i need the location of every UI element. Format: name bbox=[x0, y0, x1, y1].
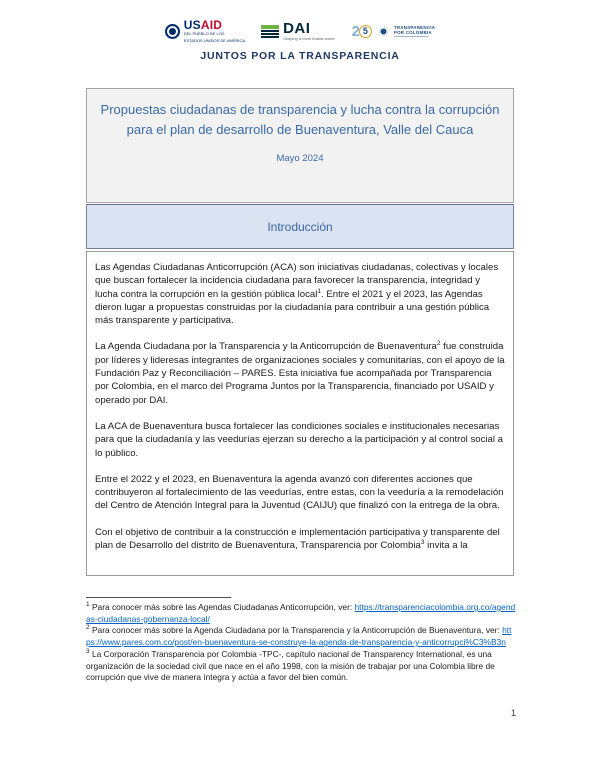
tpc-sub-rule bbox=[394, 36, 428, 37]
footnote-1-marker: 1 bbox=[86, 601, 90, 609]
footnote-1-link[interactable]: https://transparenciacolombia.org.co/agendas-ciudadanas-gobernanza-local/ bbox=[86, 602, 516, 624]
title-box bbox=[86, 88, 514, 203]
footnote-2-marker: 2 bbox=[86, 624, 90, 632]
dai-wordmark bbox=[283, 21, 335, 41]
paragraph-5-text-a: Con el objetivo de contribuir a la construcción e implementación participativa y transparente del plan de Desarrollo del distrito de Buenaventura, Transparencia por Colombia bbox=[95, 526, 500, 552]
footnote-separator bbox=[86, 597, 231, 598]
page-number: 1 bbox=[510, 708, 516, 718]
paragraph-5-text-b: invita a la bbox=[424, 540, 468, 552]
footnote-3-text: La Corporación Transparencia por Colombia -TPC-, capítulo nacional de Transparency International, es una organización de la sociedad civil que nace en el año 1998, con la misión de trabajar por una Colombia libre de corrupción que vive de manera íntegra y actúa a favor del bien común. bbox=[86, 648, 495, 683]
dai-tagline: Shaping a more livable world. bbox=[283, 36, 336, 41]
tpc-wordmark bbox=[394, 25, 435, 38]
tpc-globe-icon bbox=[379, 27, 388, 36]
program-banner: JUNTOS POR LA TRANSPARENCIA bbox=[200, 50, 400, 62]
tpc-name-line2: POR COLOMBIA bbox=[393, 29, 432, 35]
document-date: Mayo 2024 bbox=[276, 153, 324, 164]
usaid-name-us: US bbox=[183, 17, 201, 32]
paragraph-2 bbox=[95, 340, 505, 406]
transparencia-colombia-logo bbox=[352, 24, 436, 39]
dai-name: DAI bbox=[283, 20, 311, 37]
tpc-25-anniversary bbox=[352, 24, 372, 39]
tpc-anniversary-digit-5: 5 bbox=[359, 25, 372, 38]
footnote-2 bbox=[86, 625, 516, 648]
footnote-1 bbox=[86, 602, 516, 625]
tpc-anniversary-digit-2: 2 bbox=[351, 22, 360, 40]
usaid-seal-icon bbox=[165, 24, 180, 39]
paragraph-4: Entre el 2022 y el 2023, en Buenaventura la agenda avanzó con diferentes acciones que contribuyeron al fortalecimiento de las veedurías, entre estas, con la veeduría a la remodelación del Centro de Atención Integral para la Juventud (CAIJU) que finalizó con la entrega de la obra. bbox=[95, 473, 504, 512]
tpc-name-line1: TRANSPARENCIA bbox=[393, 24, 436, 30]
usaid-name-aid: AID bbox=[200, 17, 223, 32]
footnote-ref-3: 3 bbox=[420, 538, 425, 546]
footnote-1-text: Para conocer más sobre las Agendas Ciudadanas Anticorrupción, ver: bbox=[89, 602, 355, 612]
paragraph-1-text-b: . Entre el 2021 y el 2023, las Agendas dieron lugar a propuestas construidas por la ciudadanía para contribuir a una gestión pública más transparente y participativa. bbox=[95, 288, 490, 327]
paragraph-2-text-b: fue construida por líderes y lideresas integrantes de organizaciones sociales y comunitarias, con el apoyo de la Fundación Paz y Reconciliación – PARES. Esta iniciativa fue acompañada por Transparencia por Colombia, en el marco del Programa Juntos por la Transparencia, financiado por USAID y operado por DAI. bbox=[95, 341, 505, 406]
document-title: Propuestas ciudadanas de transparencia y lucha contra la corrupción para el plan de desarrollo de Buenaventura, Valle del Cauca bbox=[100, 102, 500, 137]
usaid-name bbox=[184, 19, 245, 31]
content-column bbox=[86, 88, 514, 576]
footnote-3-marker: 3 bbox=[86, 648, 90, 656]
logo-bar bbox=[0, 0, 600, 46]
section-heading-box bbox=[86, 204, 514, 249]
paragraph-2-text-a: La Agenda Ciudadana por la Transparencia y la Anticorrupción de Buenaventura bbox=[95, 341, 437, 353]
paragraph-1-text-a: Las Agendas Ciudadanas Anticorrupción (ACA) son iniciativas ciudadanas, colectivas y locales que buscan fortalecer la incidencia ciudadana para favorecer la transparencia, integridad y lucha contra la corrupción en la gestión pública local bbox=[95, 262, 499, 300]
usaid-logo bbox=[165, 19, 245, 44]
body-text-box bbox=[86, 251, 514, 576]
usaid-tagline-line2: ESTADOS UNIDOS DE AMÉRICA bbox=[183, 37, 246, 43]
paragraph-5 bbox=[95, 526, 505, 553]
dai-logo bbox=[261, 21, 335, 41]
paragraph-3: La ACA de Buenaventura busca fortalecer las condiciones sociales e institucionales necesarias para que la ciudadanía y las veedurías ejerzan su derecho a la participación y al control social a lo público. bbox=[95, 420, 503, 459]
footnote-ref-2: 2 bbox=[436, 340, 441, 348]
footnotes-area bbox=[86, 597, 516, 684]
usaid-wordmark bbox=[184, 19, 245, 44]
paragraph-1 bbox=[95, 261, 505, 327]
footnote-2-link[interactable]: https://www.pares.com.co/post/en-buenaventura-se-construye-la-agenda-de-transparencia-y-anticorrupci%C3%B3n bbox=[86, 625, 512, 648]
dai-flag-icon bbox=[261, 25, 279, 38]
section-heading: Introducción bbox=[267, 220, 333, 234]
footnote-ref-1: 1 bbox=[317, 287, 322, 295]
footnote-3 bbox=[86, 649, 516, 684]
footnote-2-text: Para conocer más sobre la Agenda Ciudadana por la Transparencia y la Anticorrupción de Buenaventura, ver: bbox=[89, 625, 503, 636]
usaid-tagline-line1: DEL PUEBLO DE LOS bbox=[183, 31, 225, 37]
